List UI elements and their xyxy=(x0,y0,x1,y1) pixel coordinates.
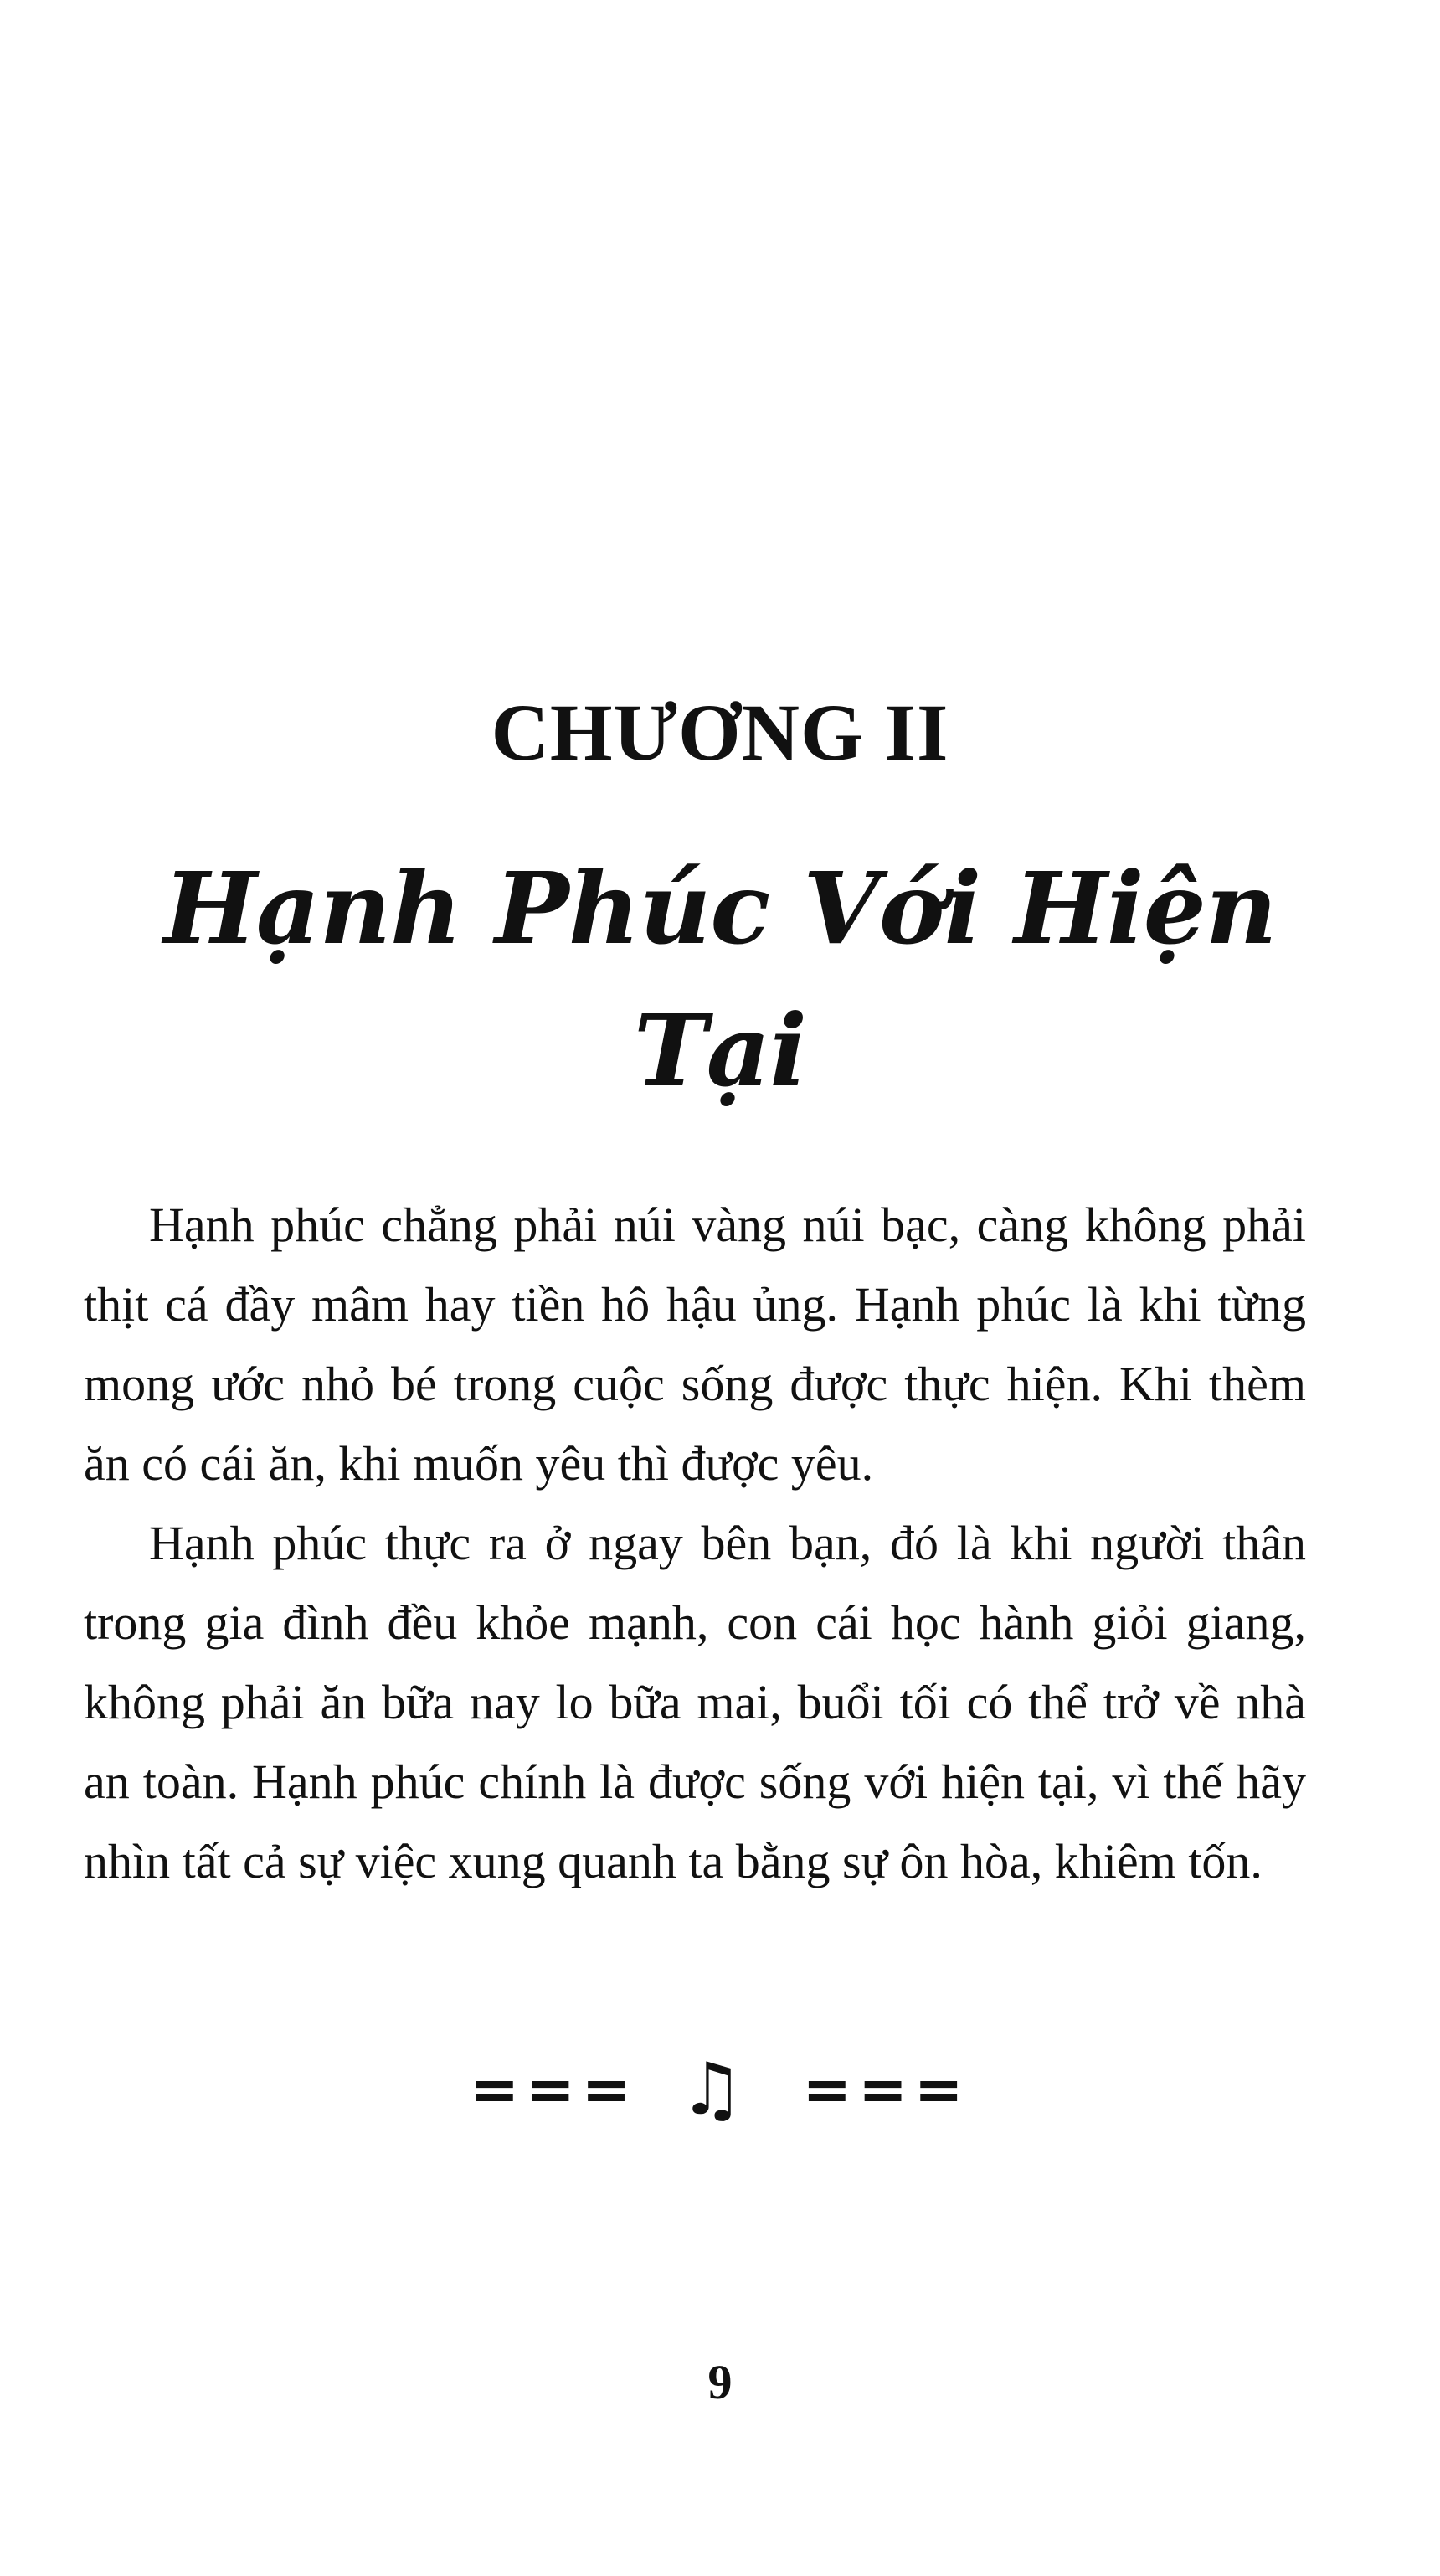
chapter-title: Hạnh Phúc Với Hiện Tại xyxy=(163,850,1277,1109)
paragraph: Hạnh phúc thực ra ở ngay bên bạn, đó là khi người thân trong gia đình đều khỏe mạnh, con cái học hành giỏi giang, không phải ăn bữa nay lo bữa mai, buổi tối có thể trở về nhà an toàn. Hạnh phúc chính là được sống với hiện tại, vì thế hãy nhìn tất cả sự việc xung quanh ta bằng sự ôn hòa, khiêm tốn. xyxy=(84,1516,1306,1888)
section-divider xyxy=(0,2048,1440,2131)
divider-right: === xyxy=(802,2055,970,2124)
page-number: 9 xyxy=(707,2355,733,2409)
chapter-heading: CHƯƠNG II xyxy=(491,688,949,777)
paragraph: Hạnh phúc chẳng phải núi vàng núi bạc, càng không phải thịt cá đầy mâm hay tiền hô hậu ủng. Hạnh phúc là khi từng mong ước nhỏ bé trong cuộc sống được thực hiện. Khi thèm ăn có cái ăn, khi muốn yêu thì được yêu. xyxy=(84,1198,1306,1491)
music-note-icon: ♫ xyxy=(679,2048,744,2131)
body-text xyxy=(84,1185,1306,1901)
divider-left: === xyxy=(470,2055,638,2124)
